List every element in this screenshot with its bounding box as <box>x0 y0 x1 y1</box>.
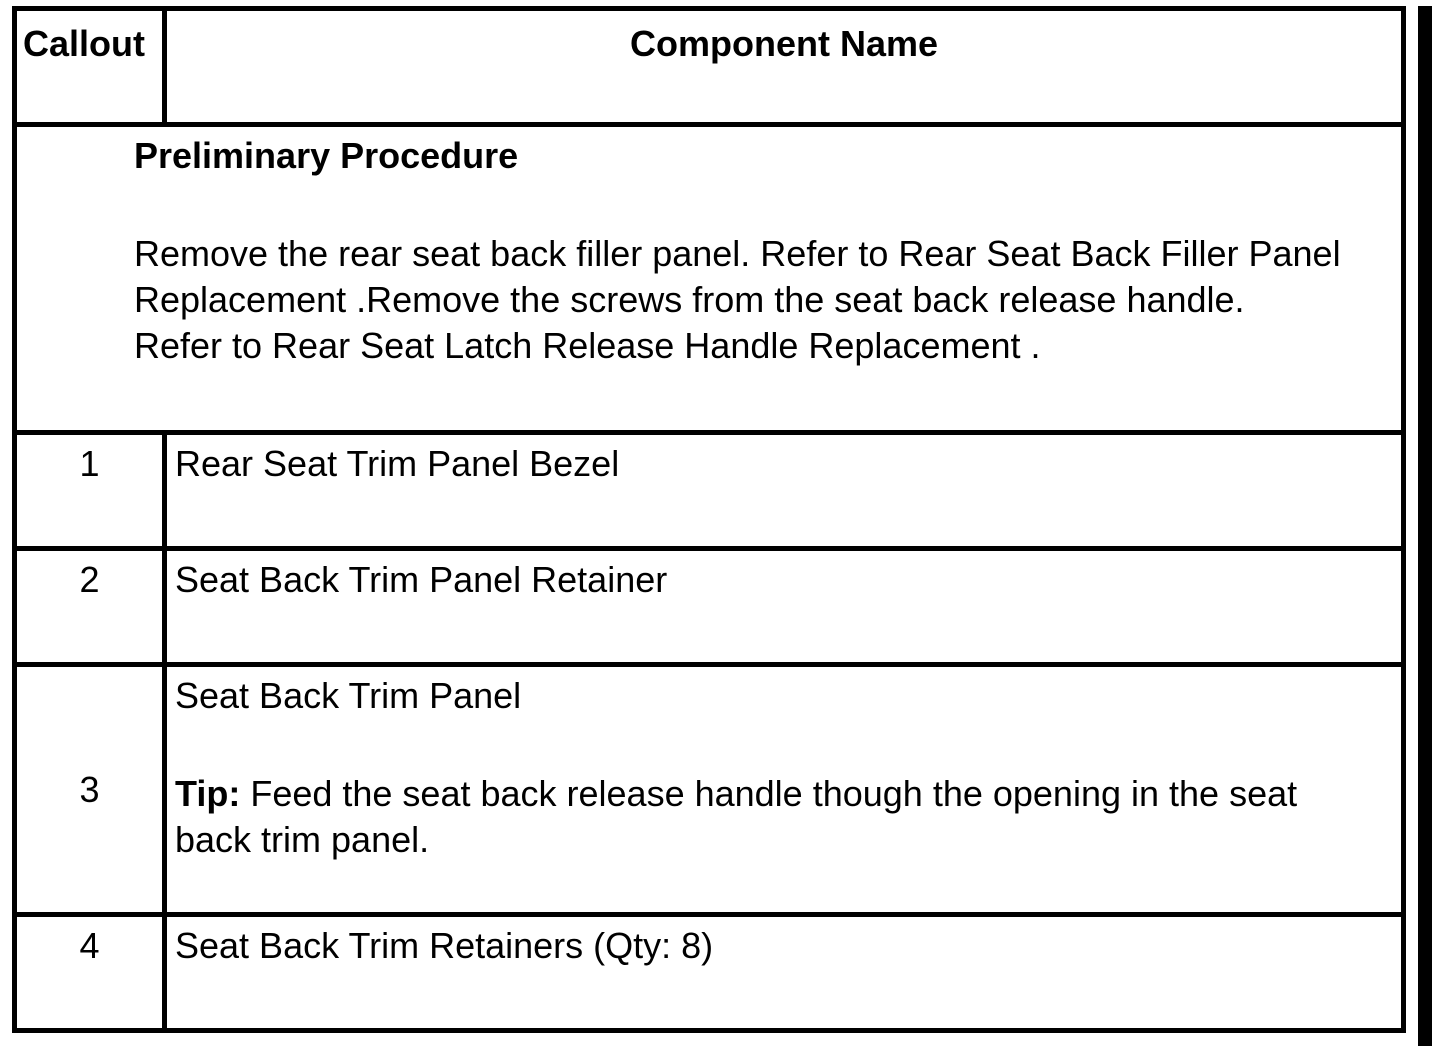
preliminary-procedure-row <box>15 125 1404 433</box>
table-row <box>15 433 1404 549</box>
callout-number: 4 <box>15 915 165 1031</box>
preliminary-procedure-title: Preliminary Procedure <box>134 135 519 176</box>
component-name: Seat Back Trim Panel Retainer <box>165 549 1404 665</box>
page-edge-bar <box>1418 6 1432 1046</box>
preliminary-procedure-cell <box>15 125 1404 433</box>
component-name: Rear Seat Trim Panel Bezel <box>165 433 1404 549</box>
component-name: Seat Back Trim Retainers (Qty: 8) <box>165 915 1404 1031</box>
table-row <box>15 549 1404 665</box>
table-row <box>15 665 1404 915</box>
component-name: Seat Back Trim Panel <box>175 675 522 716</box>
callout-number: 3 <box>15 665 165 915</box>
component-table <box>12 6 1406 1033</box>
table-header-row <box>15 9 1404 125</box>
header-callout: Callout <box>15 9 165 125</box>
preliminary-procedure-text: Remove the rear seat back filler panel. Refer to Rear Seat Back Filler Panel Replacement .Remove the screws from the seat back release handle. Refer to Rear Seat Latch Release Handle Replacement . <box>134 233 1341 366</box>
tip-note <box>175 771 1361 863</box>
table-row <box>15 915 1404 1031</box>
component-name-cell <box>165 665 1404 915</box>
tip-text: Feed the seat back release handle though the opening in the seat back trim panel. <box>175 773 1298 860</box>
header-component-name: Component Name <box>165 9 1404 125</box>
tip-label: Tip: <box>175 773 241 814</box>
callout-number: 1 <box>15 433 165 549</box>
callout-number: 2 <box>15 549 165 665</box>
